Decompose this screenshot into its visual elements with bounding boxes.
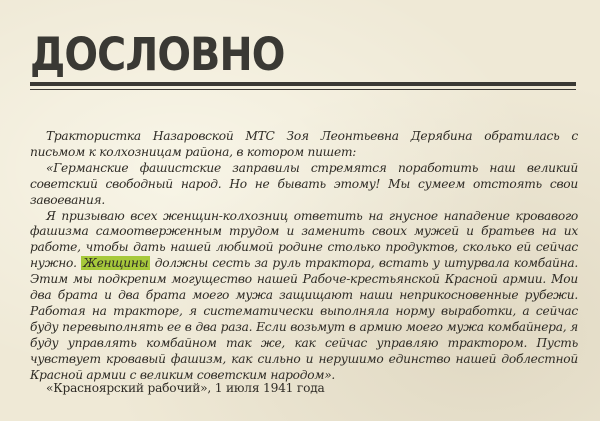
article-intro: Трактористка Назаровской МТС Зоя Леонтьевна Дерябина обратилась с письмом к колхозницам района, в котором пишет: <box>30 129 578 159</box>
source-citation: «Красноярский рабочий», 1 июля 1941 года <box>46 381 325 395</box>
quote-paragraph-1: «Германские фашистские заправилы стремятся поработить наш великий советский свободный народ. Но не бывать этому! Мы сумеем отстоять свои завоевания. <box>30 160 578 207</box>
title-rule-thin <box>30 89 576 90</box>
faded-masthead-background <box>409 0 562 68</box>
quote-paragraph-2 <box>30 209 578 384</box>
page-title: ДОСЛОВНО <box>30 28 285 81</box>
quote-text-before-highlight: Я призываю всех женщин-колхозниц ответить на гнусное нападение кровавого фашизма самоотверженным трудом и заменить своих мужей и братьев на их работе, чтобы дать нашей любимой родине столько продуктов, сколько ей сейчас нужно. <box>30 208 578 271</box>
article-body <box>30 129 578 384</box>
quote-text-after-highlight: должны сесть за руль трактора, встать у штурвала комбайна. Этим мы подкрепим могущество нашей Рабоче-крестьянской Красной армии. Мои два брата и два брата моего мужа защищают наши неприкосновенные рубежи. Работая на тракторе, я систематически выполняла норму выработки, а сейчас буду перевыполнять ее в два раза. Если возьмут в армию моего мужа комбайнера, я буду управлять комбайном так же, как сейчас управляю трактором. Пусть чувствует кровавый фашизм, как сильно и нерушимо единство нашей доблестной Красной армии с великим советским народом». <box>30 256 578 382</box>
title-rule-thick <box>30 82 576 86</box>
highlighted-word: Женщины <box>83 256 149 271</box>
